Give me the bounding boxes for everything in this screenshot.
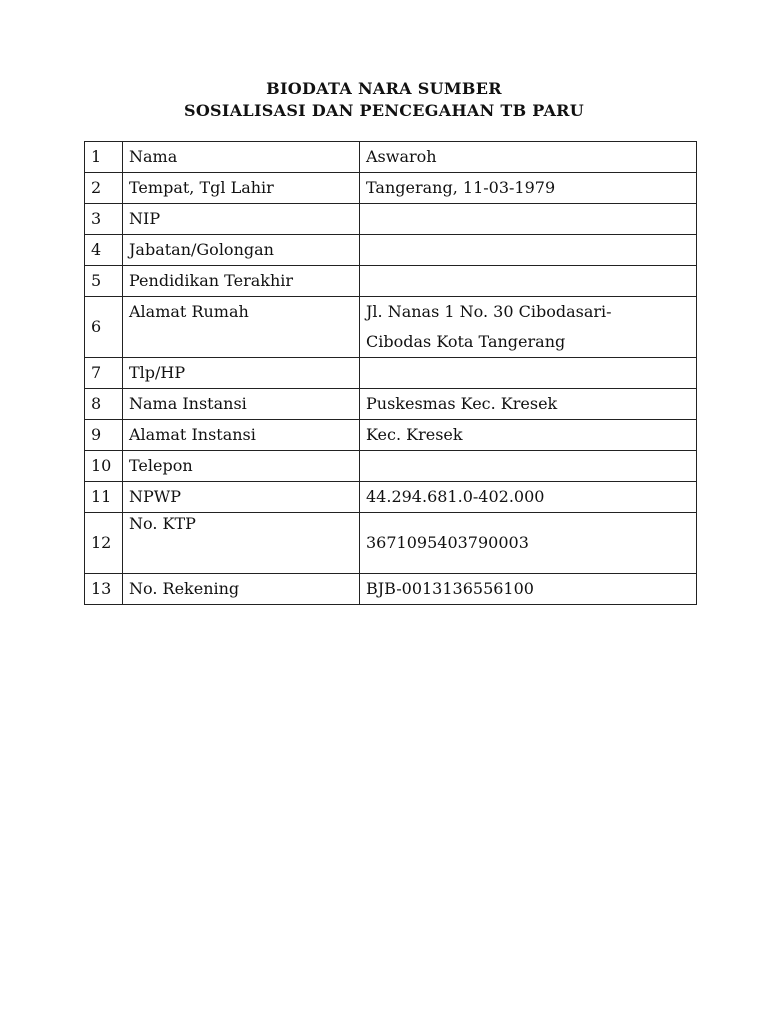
table-row	[85, 266, 697, 297]
row-label: No. Rekening	[123, 574, 360, 605]
table-row	[85, 235, 697, 266]
row-number: 10	[85, 451, 123, 482]
row-value: 3671095403790003	[360, 513, 697, 574]
row-label: Pendidikan Terakhir	[123, 266, 360, 297]
row-value	[360, 204, 697, 235]
row-number: 2	[85, 173, 123, 204]
table-row	[85, 142, 697, 173]
row-value	[360, 358, 697, 389]
address-line-2: Cibodas Kota Tangerang	[366, 332, 566, 351]
row-number: 13	[85, 574, 123, 605]
document-subtitle: SOSIALISASI DAN PENCEGAHAN TB PARU	[183, 101, 585, 120]
row-number: 8	[85, 389, 123, 420]
row-number: 4	[85, 235, 123, 266]
row-number: 11	[85, 482, 123, 513]
row-number: 1	[85, 142, 123, 173]
row-value	[360, 451, 697, 482]
address-line-1: Jl. Nanas 1 No. 30 Cibodasari-	[366, 302, 612, 321]
row-label: Alamat Instansi	[123, 420, 360, 451]
table-row	[85, 420, 697, 451]
table-row	[85, 513, 697, 574]
table-row	[85, 358, 697, 389]
row-label: Alamat Rumah	[123, 297, 360, 358]
row-label: Jabatan/Golongan	[123, 235, 360, 266]
row-label: NPWP	[123, 482, 360, 513]
row-number: 3	[85, 204, 123, 235]
row-value	[360, 235, 697, 266]
row-value: Puskesmas Kec. Kresek	[360, 389, 697, 420]
row-value: Aswaroh	[360, 142, 697, 173]
biodata-table	[84, 141, 697, 605]
row-number: 9	[85, 420, 123, 451]
row-value	[360, 297, 697, 358]
row-label: Tlp/HP	[123, 358, 360, 389]
row-number: 7	[85, 358, 123, 389]
table-row	[85, 451, 697, 482]
table-row	[85, 574, 697, 605]
row-value: Tangerang, 11-03-1979	[360, 173, 697, 204]
row-value: 44.294.681.0-402.000	[360, 482, 697, 513]
document-title: BIODATA NARA SUMBER	[266, 79, 502, 98]
table-row	[85, 389, 697, 420]
row-number: 6	[85, 297, 123, 358]
row-value: BJB-0013136556100	[360, 574, 697, 605]
table-row	[85, 204, 697, 235]
table-row	[85, 482, 697, 513]
row-value	[360, 266, 697, 297]
row-label: Nama Instansi	[123, 389, 360, 420]
row-label: Nama	[123, 142, 360, 173]
row-value: Kec. Kresek	[360, 420, 697, 451]
row-number: 5	[85, 266, 123, 297]
row-number: 12	[85, 513, 123, 574]
row-label: NIP	[123, 204, 360, 235]
table-row	[85, 297, 697, 358]
row-label: Tempat, Tgl Lahir	[123, 173, 360, 204]
table-row	[85, 173, 697, 204]
row-label: No. KTP	[123, 513, 360, 574]
row-label: Telepon	[123, 451, 360, 482]
